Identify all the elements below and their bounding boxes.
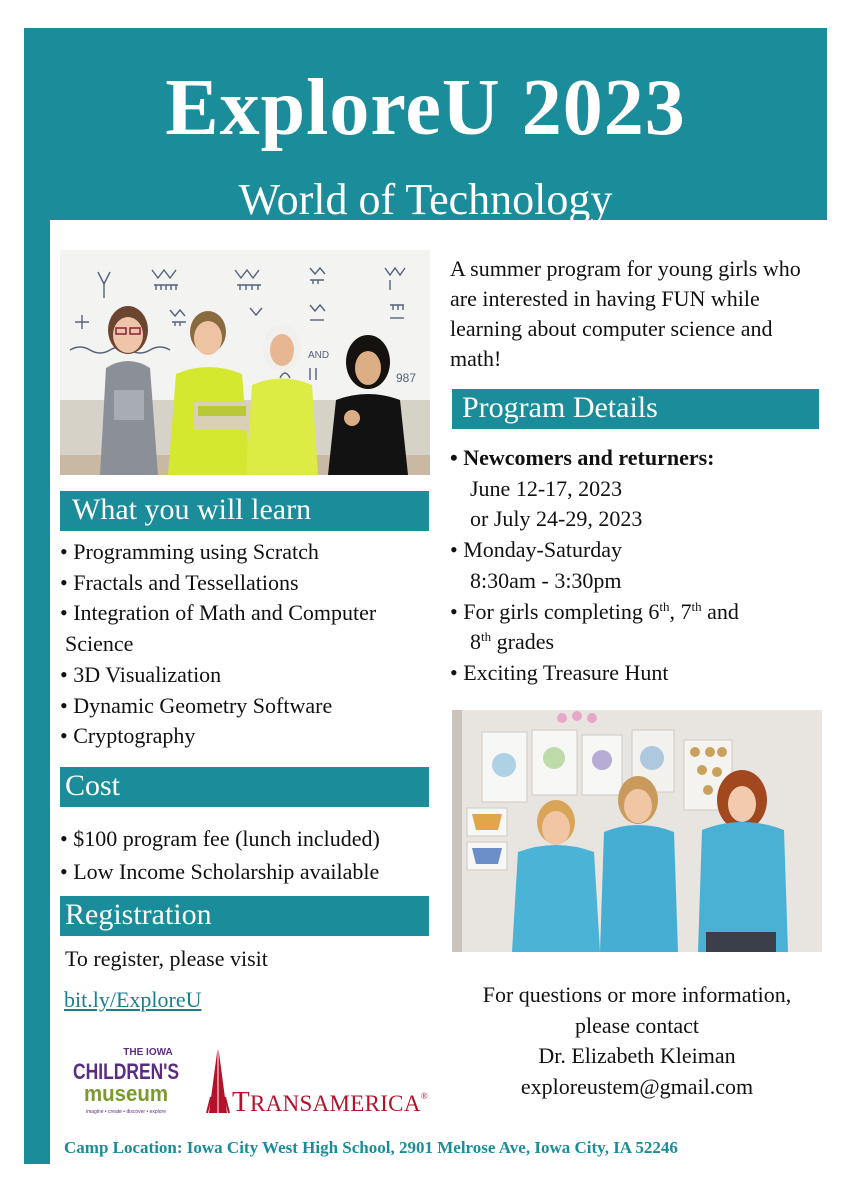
logo-text-tagline: imagine • create • discover • explore <box>85 1109 167 1115</box>
contact-block <box>452 980 822 1102</box>
photo-girls-whiteboard <box>60 250 430 475</box>
grades-suffix: grades <box>491 629 555 655</box>
grades-sup-6: th <box>659 598 670 614</box>
list-item: • $100 program fee (lunch included) <box>60 826 380 851</box>
list-item: • Integration of Math and Computer <box>60 600 377 626</box>
page-title: ExploreU 2023 <box>165 64 686 152</box>
list-item: • 3D Visualization <box>60 661 222 687</box>
grades-and: and <box>701 598 739 624</box>
whiteboard-text-and: AND <box>308 350 330 361</box>
page-subtitle: World of Technology <box>238 175 613 224</box>
section-heading-registration: Registration <box>60 896 429 936</box>
contact-email[interactable]: exploreustem@gmail.com <box>520 1073 754 1099</box>
program-intro: A summer program for young girls who are interested in having FUN while learning about computer science and math! <box>450 256 801 371</box>
logo-text-museum: museum <box>84 1081 168 1106</box>
grades-sup-7: th <box>691 598 702 614</box>
grades-8: 8 <box>470 629 481 655</box>
list-item: • Dynamic Geometry Software <box>60 692 333 718</box>
list-item: 8:30am - 3:30pm <box>470 567 622 593</box>
iowa-childrens-museum-logo <box>70 1043 190 1118</box>
whiteboard-text-987: 987 <box>396 371 417 385</box>
contact-name: Dr. Elizabeth Kleiman <box>538 1043 736 1068</box>
list-item: • Low Income Scholarship available <box>60 859 380 884</box>
header-banner <box>24 28 827 224</box>
list-item <box>450 627 830 658</box>
camp-location: Camp Location: Iowa City West High School, 2901 Melrose Ave, Iowa City, IA 52246 <box>64 1138 678 1157</box>
section-heading-learn: What you will learn <box>60 491 429 531</box>
list-item <box>450 597 830 628</box>
learn-list <box>60 537 440 752</box>
logo-text-childrens: CHILDREN'S <box>73 1059 179 1084</box>
photo-girls-tshirts <box>452 710 822 952</box>
contact-line-2: please contact <box>575 1012 699 1038</box>
transamerica-registered: ® <box>420 1091 428 1101</box>
registration-text: To register, please visit <box>65 946 268 971</box>
grades-prefix: • For girls completing 6 <box>450 598 660 624</box>
logo-text-the-iowa: THE IOWA <box>123 1047 173 1058</box>
list-item: June 12-17, 2023 <box>470 475 623 501</box>
list-item: • Cryptography <box>60 723 196 749</box>
list-item: Science <box>65 631 134 657</box>
grades-mid: , 7 <box>669 598 692 624</box>
list-item: or July 24-29, 2023 <box>470 506 643 532</box>
list-item: • Fractals and Tessellations <box>60 569 299 595</box>
transamerica-big-t: T <box>232 1086 251 1118</box>
grades-sup-8: th <box>481 629 492 645</box>
program-details-list <box>450 443 830 689</box>
transamerica-rest: RANSAMERICA <box>250 1091 421 1116</box>
cost-list <box>60 822 440 888</box>
list-item: • Programming using Scratch <box>60 539 319 564</box>
registration-link[interactable]: bit.ly/ExploreU <box>64 987 202 1012</box>
transamerica-wordmark <box>232 1086 428 1119</box>
contact-line-1: For questions or more information, <box>482 982 792 1007</box>
transamerica-logo <box>205 1043 430 1118</box>
list-item <box>450 443 830 474</box>
list-item: • Monday-Saturday <box>450 537 623 563</box>
section-heading-program-details: Program Details <box>452 389 819 429</box>
list-item: • Exciting Treasure Hunt <box>450 659 669 685</box>
section-heading-cost: Cost <box>60 767 429 807</box>
newcomers-label: • Newcomers and returners: <box>450 445 715 470</box>
